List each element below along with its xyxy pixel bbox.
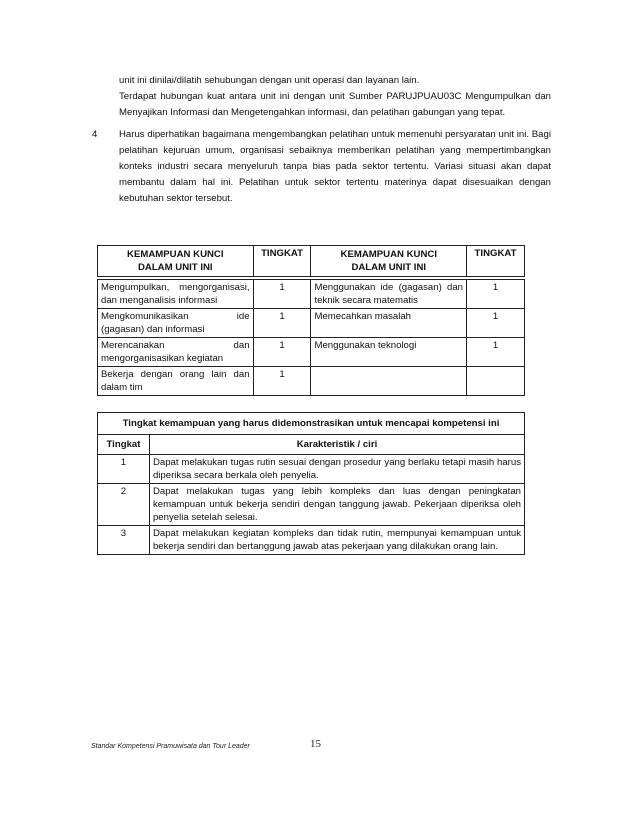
level-table: [97, 412, 525, 555]
header-key-competency-left: KEMAMPUAN KUNCI DALAM UNIT INI: [98, 246, 254, 277]
competency-cell: Memecahkan masalah: [311, 309, 467, 338]
footer-title: Standar Kompetensi Pramuwisata dan Tour Leader: [91, 743, 250, 750]
competency-cell: Mengkomunikasikan ide (gagasan) dan informasi: [98, 309, 254, 338]
competency-cell: Menggunakan teknologi: [311, 338, 467, 367]
page-number: 15: [310, 738, 321, 750]
competency-cell: [311, 367, 467, 396]
table-row: [98, 338, 525, 367]
table-row: [98, 280, 525, 309]
intro-paragraph: [119, 73, 551, 121]
table-row: [98, 484, 525, 526]
level-number: 3: [98, 526, 150, 555]
level-cell: [467, 367, 525, 396]
level-cell: 1: [253, 367, 311, 396]
level-description: Dapat melakukan tugas rutin sesuai dengan prosedur yang berlaku tetapi masih harus diperiksa secara berkala oleh penyelia.: [149, 455, 524, 484]
competency-cell: Bekerja dengan orang lain dan dalam tim: [98, 367, 254, 396]
intro-line-2: Terdapat hubungan kuat antara unit ini dengan unit Sumber PARUJPUAU03C Mengumpulkan dan Menyajikan Informasi dan Mengetengahkan informasi, dan pelatihan gabungan yang tepat.: [119, 91, 551, 118]
intro-line-1: unit ini dinilai/dilatih sehubungan dengan unit operasi dan layanan lain.: [119, 75, 420, 86]
header-level-left: TINGKAT: [253, 246, 311, 277]
item-number-4: 4: [92, 129, 98, 140]
level-cell: 1: [467, 280, 525, 309]
level-number: 2: [98, 484, 150, 526]
level-cell: 1: [253, 280, 311, 309]
table-row: [98, 526, 525, 555]
header-key-competency-right: KEMAMPUAN KUNCI DALAM UNIT INI: [311, 246, 467, 277]
header-characteristic: Karakteristik / ciri: [149, 435, 524, 455]
level-description: Dapat melakukan tugas yang lebih kompleks dan luas dengan peningkatan kemampuan untuk bekerja sendiri dengan tanggung jawab. Pekerjaan diperiksa oleh penyelia setelah selesai.: [149, 484, 524, 526]
level-description: Dapat melakukan kegiatan kompleks dan tidak rutin, mempunyai kemampuan untuk bekerja sendiri dan bertanggung jawab atas pekerjaan yang dilakukan orang lain.: [149, 526, 524, 555]
key-competency-table: [97, 245, 525, 396]
competency-cell: Menggunakan ide (gagasan) dan teknik secara matematis: [311, 280, 467, 309]
level-cell: 1: [467, 338, 525, 367]
competency-cell: Merencanakan dan mengorganisasikan kegiatan: [98, 338, 254, 367]
table-row: [98, 309, 525, 338]
header-level-right: TINGKAT: [467, 246, 525, 277]
level-cell: 1: [467, 309, 525, 338]
level-number: 1: [98, 455, 150, 484]
table-row: [98, 455, 525, 484]
level-table-title: Tingkat kemampuan yang harus didemonstrasikan untuk mencapai kompetensi ini: [98, 413, 525, 435]
level-cell: 1: [253, 338, 311, 367]
table-row: [98, 367, 525, 396]
item-4-text: Harus diperhatikan bagaimana mengembangkan pelatihan untuk memenuhi persyaratan unit ini. Bagi pelatihan kejuruan umum, organisasi sebaiknya memberikan pelatihan yang mempertimbangkan konteks industri secara menyeluruh tanpa bias pada sektor tertentu. Variasi situasi akan dapat membantu dalam hal ini. Pelatihan untuk sektor tertentu materinya dapat disesuaikan dengan kebutuhan sektor tersebut.: [119, 129, 551, 204]
competency-cell: Mengumpulkan, mengorganisasi, dan menganalisis informasi: [98, 280, 254, 309]
header-level: Tingkat: [98, 435, 150, 455]
level-cell: 1: [253, 309, 311, 338]
